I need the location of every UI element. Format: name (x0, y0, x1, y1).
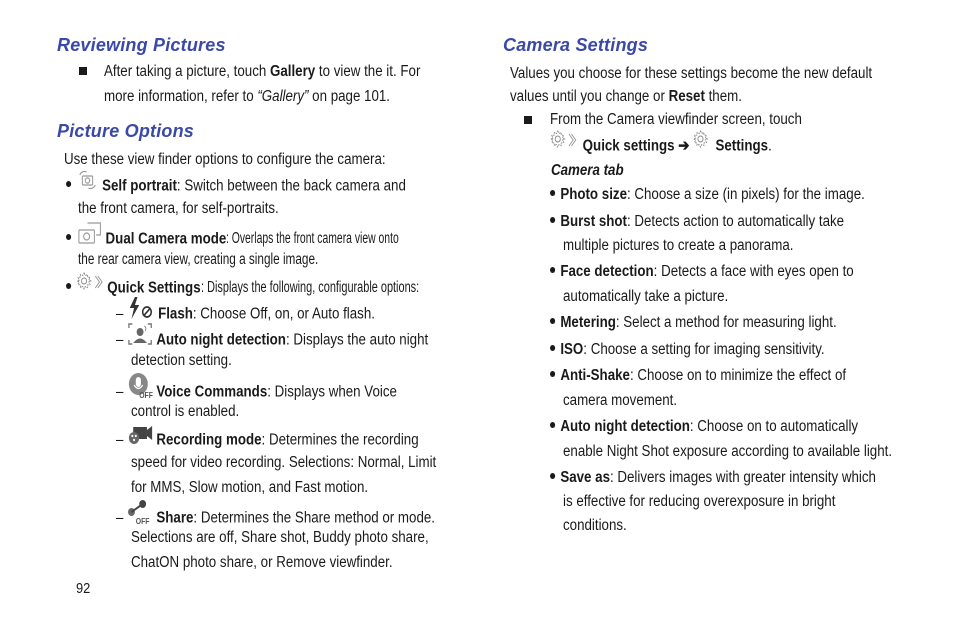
quick-settings-gear-icon (550, 130, 579, 159)
heading-picture-options: Picture Options (57, 121, 195, 141)
text: : Displays the following, configurable options: (200, 279, 419, 297)
reviewing-bullet-line2 (104, 85, 390, 110)
reset-term: Reset (668, 88, 705, 105)
square-bullet (79, 67, 87, 75)
bullet-dot (66, 181, 71, 187)
setting-burst-shot (550, 210, 844, 235)
sub-option-label: Flash (158, 305, 193, 323)
setting-label: Metering (560, 314, 616, 331)
text: : Choose a size (in pixels) for the image. (626, 186, 865, 203)
setting-save-as-line3: conditions. (563, 517, 627, 534)
sub-option-label: Voice Commands (156, 383, 268, 401)
text: : Choose on to minimize the effect of (629, 367, 847, 384)
recording-mode-icon (127, 424, 153, 453)
camera-tab-heading: Camera tab (551, 162, 624, 179)
text: : Determines the recording (261, 431, 419, 449)
text: values until you change or (510, 88, 669, 105)
svg-text:OFF: OFF (139, 390, 153, 399)
camera-settings-intro-line1: Values you choose for these settings become the new default (510, 65, 873, 82)
setting-label: ISO (560, 341, 584, 358)
sub-option-label: Share (156, 509, 194, 527)
camera-settings-step-line2 (550, 132, 772, 161)
option-label: Self portrait (102, 177, 177, 195)
settings-gear-icon (693, 130, 712, 159)
sub-option-share-line2: Selections are off, Share shot, Buddy photo share, (131, 529, 429, 546)
settings-term: Settings (715, 137, 769, 155)
setting-iso (550, 338, 825, 363)
dash: – (116, 331, 124, 349)
text: : Displays when Voice (267, 383, 397, 401)
setting-label: Anti-Shake (560, 367, 630, 384)
text: : Choose a setting for imaging sensitivity. (583, 341, 825, 358)
setting-label: Save as (560, 469, 610, 486)
setting-auto-night-detection-line2: enable Night Shot exposure according to available light. (563, 443, 893, 460)
heading-reviewing-pictures: Reviewing Pictures (57, 35, 226, 55)
bullet-dot (550, 422, 555, 428)
quick-settings-term: Quick settings (582, 137, 675, 155)
bullet-dot (550, 318, 555, 324)
setting-anti-shake-line2: camera movement. (563, 392, 678, 409)
sub-option-label: Recording mode (156, 431, 262, 449)
picture-options-intro: Use these view finder options to configure the camera: (64, 151, 386, 168)
reviewing-bullet-line1 (104, 60, 420, 85)
setting-label: Burst shot (560, 213, 627, 230)
quick-settings-gear-icon (76, 272, 104, 301)
setting-auto-night-detection (550, 415, 858, 440)
option-dual-camera-line2: the rear camera view, creating a single image. (78, 251, 319, 268)
bullet-dot (550, 267, 555, 273)
heading-camera-settings: Camera Settings (503, 35, 649, 55)
sub-option-share-line3: ChatON photo share, or Remove viewfinder. (131, 554, 393, 571)
text: : Detects action to automatically take (626, 213, 845, 230)
text: After taking a picture, touch (104, 63, 270, 80)
bullet-dot (550, 473, 555, 479)
bullet-dot (550, 217, 555, 223)
dash: – (116, 305, 124, 323)
setting-label: Auto night detection (560, 418, 690, 435)
text: to view the it. For (315, 63, 421, 80)
text: on page 101. (308, 88, 391, 105)
sub-option-auto-night-line2: detection setting. (131, 352, 232, 369)
dash: – (116, 383, 124, 401)
page-number: 92 (76, 580, 91, 597)
bullet-dot (550, 190, 555, 196)
camera-settings-step-line1: From the Camera viewfinder screen, touch (550, 111, 802, 128)
text: : Choose on to automatically (689, 418, 859, 435)
text: : Select a method for measuring light. (615, 314, 837, 331)
sub-option-recording-mode-line3: for MMS, Slow motion, and Fast motion. (131, 479, 369, 496)
sub-option-label: Auto night detection (156, 331, 286, 349)
svg-text:OFF: OFF (135, 516, 150, 525)
setting-metering (550, 311, 837, 336)
text: : Choose Off, on, or Auto flash. (192, 305, 375, 323)
option-label: Dual Camera mode (105, 230, 227, 248)
setting-save-as (550, 466, 876, 491)
text: : Overlaps the front camera view onto (226, 230, 400, 248)
setting-face-detection-line2: automatically take a picture. (563, 288, 729, 305)
bullet-dot (550, 371, 555, 377)
setting-burst-shot-line2: multiple pictures to create a panorama. (563, 237, 794, 254)
sub-option-voice-commands-line2: control is enabled. (131, 403, 240, 420)
sub-option-recording-mode-line2: speed for video recording. Selections: Normal, Limit (131, 454, 437, 471)
arrow-icon: ➔ (678, 137, 690, 155)
camera-settings-intro-line2 (510, 85, 742, 110)
bullet-dot (66, 234, 71, 240)
setting-label: Photo size (560, 186, 627, 203)
setting-face-detection (550, 260, 854, 285)
square-bullet (524, 116, 532, 124)
text: : Switch between the back camera and (176, 177, 406, 195)
option-label: Quick Settings (107, 279, 201, 297)
self-portrait-icon (76, 170, 98, 199)
gallery-reference-link[interactable]: “Gallery” (257, 88, 309, 105)
bullet-dot (66, 283, 71, 289)
text: : Displays the auto night (285, 331, 429, 349)
dash: – (116, 431, 124, 449)
setting-photo-size (550, 183, 865, 208)
text: them. (704, 88, 742, 105)
text: . (768, 137, 772, 155)
setting-anti-shake (550, 364, 846, 389)
text: : Determines the Share method or mode. (193, 509, 435, 527)
setting-label: Face detection (560, 263, 654, 280)
bullet-dot (550, 345, 555, 351)
text: : Delivers images with greater intensity which (609, 469, 876, 486)
text: more information, refer to (104, 88, 258, 105)
text: : Detects a face with eyes open to (653, 263, 854, 280)
dash: – (116, 509, 124, 527)
gallery-term: Gallery (269, 63, 316, 80)
setting-save-as-line2: is effective for reducing overexposure in bright (563, 493, 836, 510)
option-self-portrait-line2: the front camera, for self-portraits. (78, 200, 279, 217)
